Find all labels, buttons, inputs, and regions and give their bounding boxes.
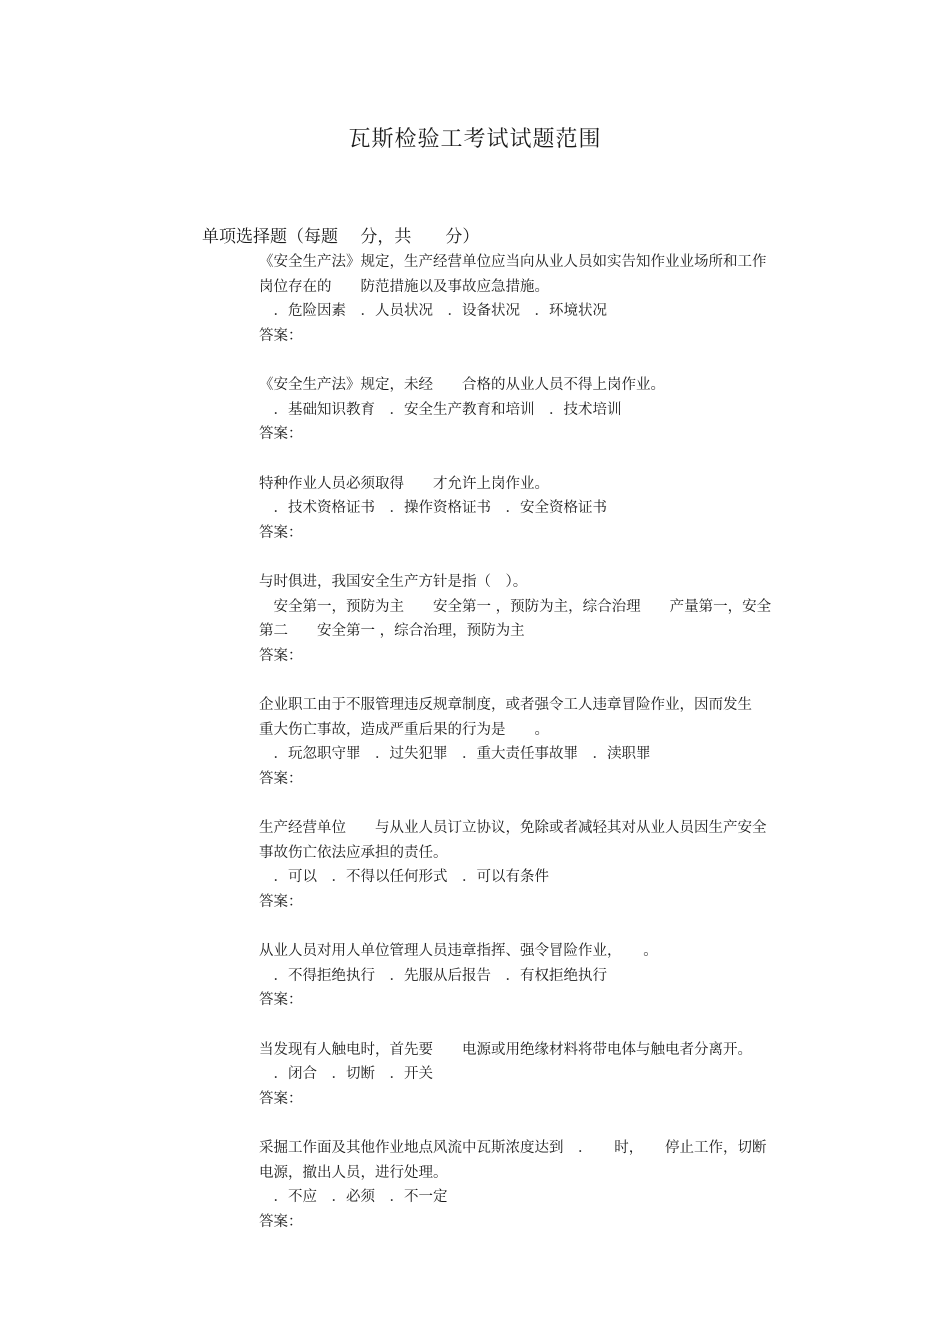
question-text: 电源，撤出人员，进行处理。 xyxy=(259,1164,448,1181)
question-item xyxy=(259,472,811,546)
question-text: 生产经营单位 与从业人员订立协议，免除或者减轻其对从业人员因生产安全 xyxy=(259,820,767,836)
question-text: 岗位存在的 防范措施以及事故应急措施。 xyxy=(259,278,549,295)
question-text: 第二 安全第一 ，综合治理，预防为主 xyxy=(259,623,525,639)
answer-label: 答案： xyxy=(259,770,303,787)
question-item xyxy=(259,693,811,791)
question-item xyxy=(259,570,811,668)
answer-label: 答案： xyxy=(259,426,303,442)
question-item xyxy=(259,939,811,1013)
question-options: ．玩忽职守罪 ．过失犯罪 ．重大责任事故罪 ．渎职罪 xyxy=(259,746,651,762)
question-options: ．不得拒绝执行 ．先服从后报告 ．有权拒绝执行 xyxy=(259,967,607,984)
answer-label: 答案： xyxy=(259,1090,303,1107)
section-heading: 单项选择题（每题 分，共 分） xyxy=(202,227,480,247)
question-text: 《安全生产法》规定，生产经营单位应当向从业人员如实告知作业业场所和工作 xyxy=(259,254,767,270)
answer-label: 答案： xyxy=(259,524,303,541)
answer-label: 答案： xyxy=(259,893,303,910)
question-item xyxy=(259,1136,811,1234)
answer-label: 答案： xyxy=(259,1213,303,1230)
question-text: 采掘工作面及其他作业地点风流中瓦斯浓度达到 ． 时， 停止工作，切断 xyxy=(259,1140,767,1156)
question-item xyxy=(259,373,811,447)
question-text: 企业职工由于不服管理违反规章制度，或者强令工人违章冒险作业，因而发生 xyxy=(259,697,752,713)
question-options: ．基础知识教育 ．安全生产教育和培训 ．技术培训 xyxy=(259,401,622,418)
answer-label: 答案： xyxy=(259,992,303,1008)
question-item xyxy=(259,1038,811,1112)
question-text: 与时俱进，我国安全生产方针是指（ ）。 xyxy=(259,574,528,590)
question-item xyxy=(259,816,811,914)
question-text: 《安全生产法》规定，未经 合格的从业人员不得上岗作业。 xyxy=(259,377,665,393)
page-title: 瓦斯检验工考试试题范围 xyxy=(348,127,602,152)
question-text: 从业人员对用人单位管理人员违章指挥、强令冒险作业， 。 xyxy=(259,943,658,959)
question-text: 安全第一，预防为主 安全第一 ，预防为主，综合治理 产量第一，安全 xyxy=(259,598,772,615)
question-options: ．技术资格证书 ．操作资格证书 ．安全资格证书 xyxy=(259,500,607,516)
question-text: 当发现有人触电时，首先要 电源或用绝缘材料将带电体与触电者分离开。 xyxy=(259,1041,752,1058)
question-text: 重大伤亡事故，造成严重后果的行为是 。 xyxy=(259,721,549,738)
question-options: ．危险因素 ．人员状况 ．设备状况 ．环境状况 xyxy=(259,303,607,319)
question-options: ．不应 ．必须 ．不一定 xyxy=(259,1189,448,1205)
question-options: ．闭合 ．切断 ．开关 xyxy=(259,1066,433,1082)
question-list xyxy=(259,250,811,1259)
question-item xyxy=(259,250,811,348)
answer-label: 答案： xyxy=(259,647,303,664)
question-text: 特种作业人员必须取得 才允许上岗作业。 xyxy=(259,475,549,492)
question-text: 事故伤亡依法应承担的责任。 xyxy=(259,844,448,861)
answer-label: 答案： xyxy=(259,327,303,344)
question-options: ．可以 ．不得以任何形式 ．可以有条件 xyxy=(259,869,549,885)
